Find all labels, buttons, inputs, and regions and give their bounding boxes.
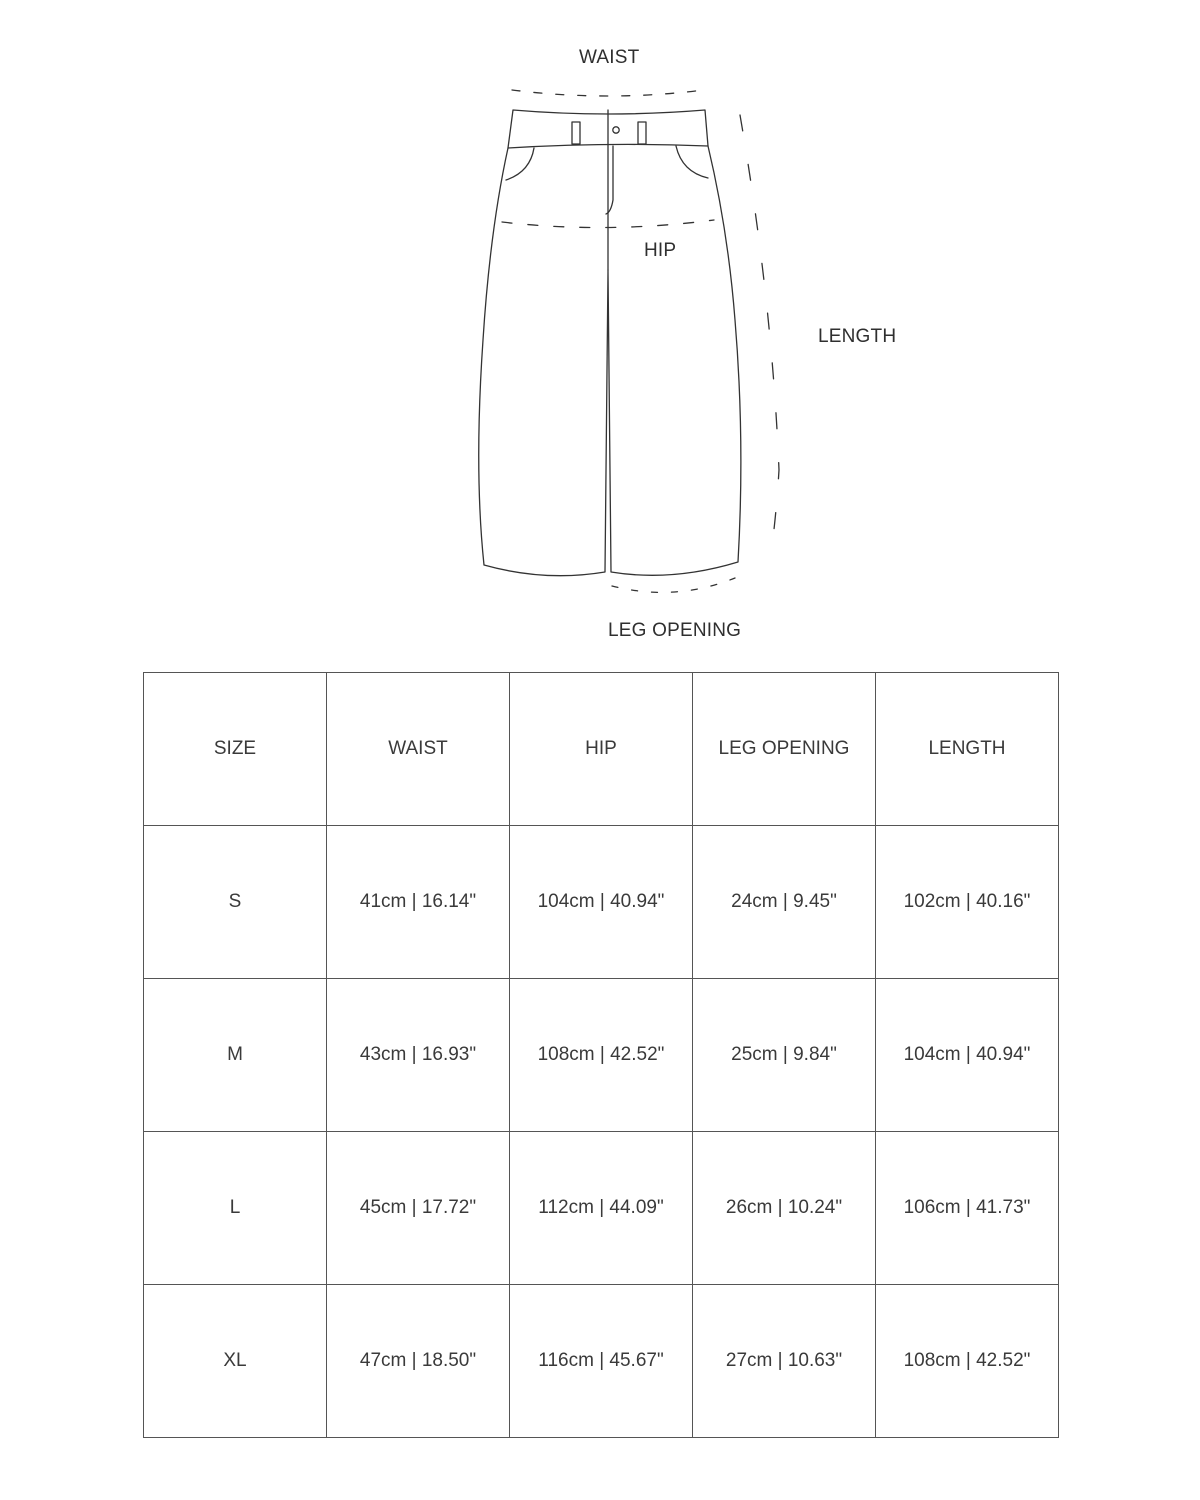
cell-hip: 104cm | 40.94" xyxy=(510,826,693,979)
waist-measure-line xyxy=(512,90,704,96)
length-measure-line xyxy=(740,115,779,560)
header-leg-opening: LEG OPENING xyxy=(693,673,876,826)
leg-opening-measure-line xyxy=(612,578,735,592)
header-length: LENGTH xyxy=(876,673,1059,826)
header-waist: WAIST xyxy=(327,673,510,826)
cell-size: S xyxy=(144,826,327,979)
cell-hip: 112cm | 44.09" xyxy=(510,1132,693,1285)
button-icon xyxy=(613,127,619,133)
hip-label: HIP xyxy=(644,240,677,261)
fly-stitch xyxy=(606,146,613,214)
table-row xyxy=(144,979,1059,1132)
pocket-right xyxy=(676,146,708,178)
cell-hip: 116cm | 45.67" xyxy=(510,1285,693,1438)
cell-waist: 41cm | 16.14" xyxy=(327,826,510,979)
length-label: LENGTH xyxy=(818,326,897,347)
cell-waist: 43cm | 16.93" xyxy=(327,979,510,1132)
table-row xyxy=(144,826,1059,979)
header-size: SIZE xyxy=(144,673,327,826)
pocket-left xyxy=(506,148,534,180)
table-header-row xyxy=(144,673,1059,826)
cell-size: L xyxy=(144,1132,327,1285)
cell-length: 108cm | 42.52" xyxy=(876,1285,1059,1438)
cell-waist: 45cm | 17.72" xyxy=(327,1132,510,1285)
waist-label: WAIST xyxy=(579,47,640,68)
cell-leg-opening: 24cm | 9.45" xyxy=(693,826,876,979)
table-row xyxy=(144,1285,1059,1438)
cell-length: 104cm | 40.94" xyxy=(876,979,1059,1132)
pants-illustration xyxy=(0,0,1200,660)
leg-opening-label: LEG OPENING xyxy=(608,620,742,641)
cell-waist: 47cm | 18.50" xyxy=(327,1285,510,1438)
header-hip: HIP xyxy=(510,673,693,826)
cell-length: 102cm | 40.16" xyxy=(876,826,1059,979)
table-row xyxy=(144,1132,1059,1285)
belt-loop-left xyxy=(572,122,580,144)
size-chart-table xyxy=(143,672,1059,1438)
cell-leg-opening: 27cm | 10.63" xyxy=(693,1285,876,1438)
cell-length: 106cm | 41.73" xyxy=(876,1132,1059,1285)
cell-leg-opening: 26cm | 10.24" xyxy=(693,1132,876,1285)
cell-hip: 108cm | 42.52" xyxy=(510,979,693,1132)
cell-leg-opening: 25cm | 9.84" xyxy=(693,979,876,1132)
pants-measurement-diagram xyxy=(0,0,1200,660)
belt-loop-right xyxy=(638,122,646,144)
cell-size: XL xyxy=(144,1285,327,1438)
cell-size: M xyxy=(144,979,327,1132)
